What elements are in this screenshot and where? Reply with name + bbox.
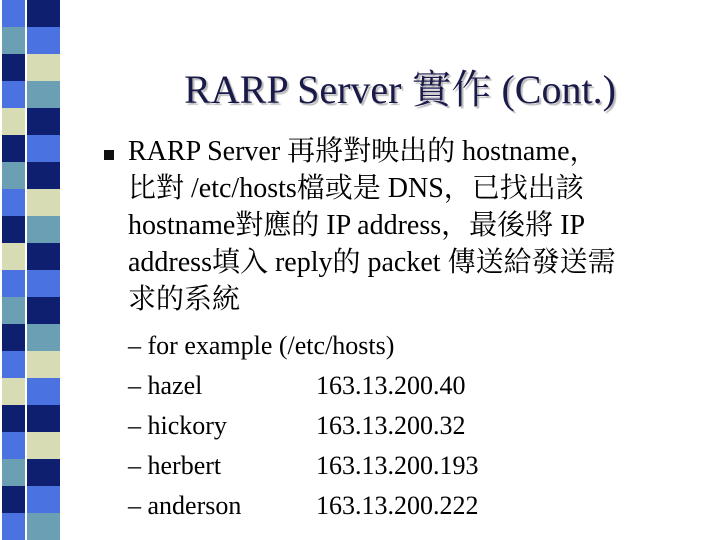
strip-block: [27, 297, 60, 324]
strip-block: [2, 0, 25, 27]
host-ip: 163.13.200.32: [316, 411, 466, 440]
strip-block: [2, 351, 25, 378]
strip-block: [2, 27, 25, 54]
bullet-paragraph: [128, 133, 688, 318]
strip-block: [2, 405, 25, 432]
bullet-square-icon: [104, 150, 114, 160]
strip-block: [27, 405, 60, 432]
strip-block: [27, 189, 60, 216]
strip-block: [27, 0, 60, 27]
strip-block: [2, 270, 25, 297]
host-row: [128, 451, 479, 481]
strip-block: [2, 324, 25, 351]
strip-block: [2, 135, 25, 162]
strip-block: [27, 270, 60, 297]
host-ip: 163.13.200.40: [316, 371, 466, 400]
bullet-line: hostname對應的 IP address，最後將 IP: [128, 210, 586, 241]
strip-block: [2, 459, 25, 486]
strip-block: [2, 216, 25, 243]
strip-block: [27, 243, 60, 270]
host-row: [128, 411, 466, 441]
host-row: [128, 491, 479, 521]
strip-block: [27, 216, 60, 243]
strip-block: [2, 513, 25, 540]
host-ip: 163.13.200.222: [316, 491, 479, 520]
strip-block: [27, 108, 60, 135]
strip-block: [2, 297, 25, 324]
bullet-line: 求的系統: [128, 284, 241, 315]
slide-title: RARP Server 實作 (Cont.): [184, 67, 616, 112]
strip-block: [27, 486, 60, 513]
strip-block: [2, 189, 25, 216]
strip-block: [2, 378, 25, 405]
strip-block: [27, 162, 60, 189]
host-name: – herbert: [128, 451, 222, 480]
strip-block: [2, 54, 25, 81]
host-row: [128, 371, 466, 401]
strip-block: [27, 81, 60, 108]
strip-block: [2, 162, 25, 189]
bullet-line: 比對 /etc/hosts檔或是 DNS，已找出該: [128, 173, 584, 204]
strip-block: [27, 324, 60, 351]
strip-block: [2, 486, 25, 513]
host-name: – hickory: [128, 411, 227, 440]
example-label: – for example (/etc/hosts): [128, 331, 395, 360]
strip-block: [2, 81, 25, 108]
strip-block: [2, 108, 25, 135]
strip-block: [27, 27, 60, 54]
strip-block: [27, 459, 60, 486]
host-ip: 163.13.200.193: [316, 451, 479, 480]
host-name: – anderson: [128, 491, 242, 520]
bullet-line: RARP Server 再將對映出的 hostname，: [128, 136, 598, 167]
strip-block: [27, 135, 60, 162]
strip-block: [27, 513, 60, 540]
strip-block: [27, 351, 60, 378]
decorative-color-strip: [0, 0, 80, 540]
strip-block: [2, 432, 25, 459]
bullet-line: address填入 reply的 packet 傳送給發送需: [128, 247, 616, 278]
strip-block: [2, 243, 25, 270]
host-name: – hazel: [128, 371, 203, 400]
strip-block: [27, 378, 60, 405]
strip-block: [27, 54, 60, 81]
strip-block: [27, 432, 60, 459]
